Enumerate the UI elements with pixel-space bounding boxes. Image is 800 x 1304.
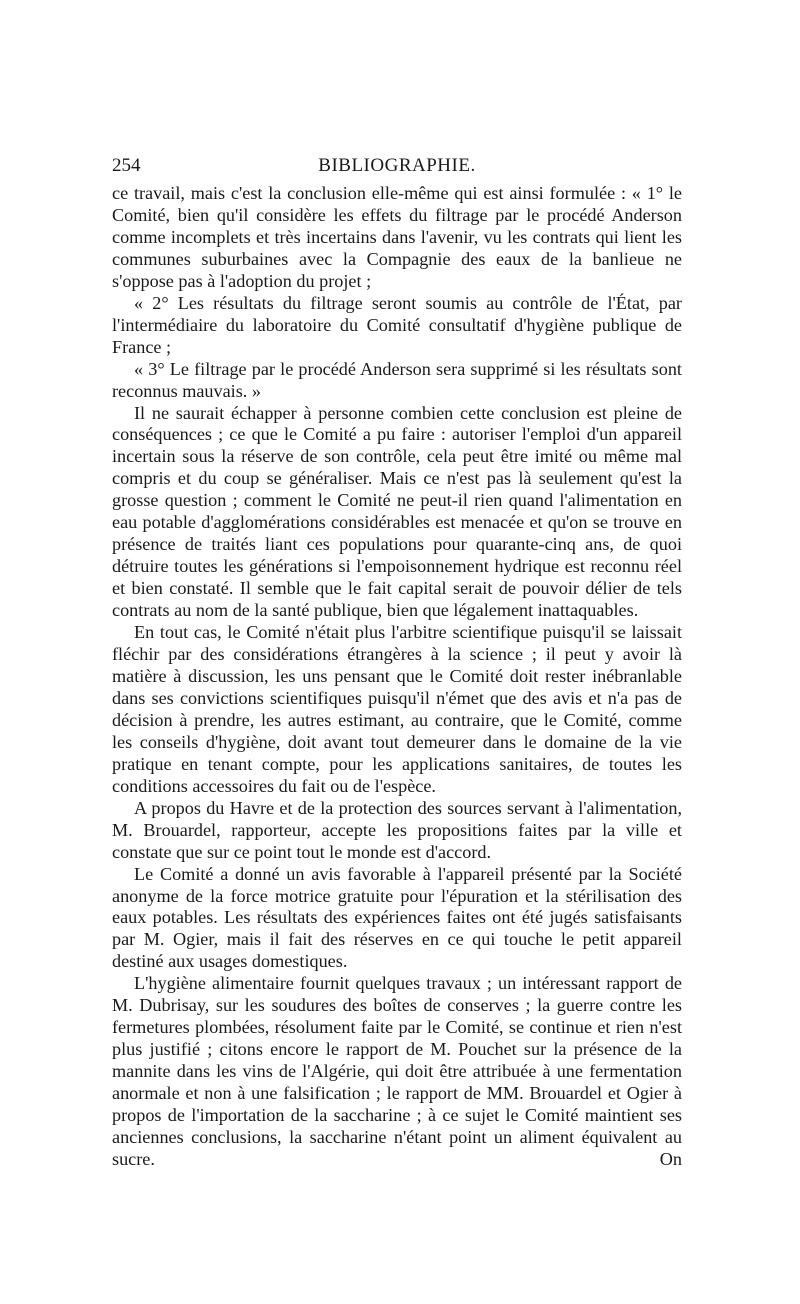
paragraph-havre: A propos du Havre et de la protection des sources servant à l'alimentation, M. Brouardel, rapporteur, accepte les propositions faites par la ville et constate que sur ce point tout le monde est d'accord. bbox=[112, 797, 682, 862]
page-header bbox=[112, 153, 682, 179]
page-number: 254 bbox=[112, 155, 141, 176]
body-text bbox=[112, 183, 682, 1171]
paragraph-comite-arbitre: En tout cas, le Comité n'était plus l'arbitre scientifique puisqu'il se laissait fléchir par des considérations étrangères à la science ; il peut y avoir là matière à discussion, les uns pensant que le Comité doit rester inébranlable dans ses convictions scientifiques puisqu'il n'émet que des avis et n'a pas de décision à prendre, les autres estimant, au contraire, que le Comité, comme les conseils d'hygiène, doit avant tout demeurer dans le domaine de la vie pratique en tenant compte, pour les applications sanitaires, de toutes les conditions accessoires du fait ou de l'espèce. bbox=[112, 622, 682, 796]
paragraph-hygiene-alimentaire: L'hygiène alimentaire fournit quelques travaux ; un intéressant rapport de M. Dubrisay, sur les soudures des boîtes de conserves ; la guerre contre les fermetures plombées, résolument faite par le Comité, se continue et rien n'est plus justifié ; citons encore le rapport de M. Pouchet sur la présence de la mannite dans les vins de l'Algérie, qui doit être attribuée à une fermentation anormale et non à une falsification ; le rapport de MM. Brouardel et Ogier à propos de l'importation de la saccharine ; à ce sujet le Comité maintient ses anciennes conclusions, la saccharine n'étant point un aliment équivalent au sucre. On bbox=[112, 973, 682, 1169]
paragraph-continuation: ce travail, mais c'est la conclusion elle-même qui est ainsi formulée : « 1° le Comité, bien qu'il considère les effets du filtrage par le procédé Anderson comme incomplets et très incertains dans l'avenir, vu les contrats qui lient les communes suburbaines avec la Compagnie des eaux de la banlieue ne s'oppose pas à l'adoption du projet ; bbox=[112, 183, 682, 291]
paragraph-appareil: Le Comité a donné un avis favorable à l'appareil présenté par la Société anonyme de la force motrice gratuite pour l'épuration et la stérilisation des eaux potables. Les résultats des expériences faites ont été jugés satisfaisants par M. Ogier, mais il fait des réserves en ce qui touche le petit appareil destiné aux usages domestiques. bbox=[112, 863, 682, 972]
paragraph-quote-point-3: « 3° Le filtrage par le procédé Anderson sera supprimé si les résultats sont reconnus mauvais. » bbox=[112, 358, 682, 401]
paragraph-quote-point-2: « 2° Les résultats du filtrage seront soumis au contrôle de l'État, par l'intermédiaire du laboratoire du Comité consultatif d'hygiène publique de France ; bbox=[112, 292, 682, 357]
running-head: BIBLIOGRAPHIE. bbox=[318, 155, 476, 176]
paragraph-consequences: Il ne saurait échapper à personne combien cette conclusion est pleine de conséquences ; ce que le Comité a pu faire : autoriser l'emploi d'un appareil incertain sous la réserve de son contrôle, cela peut être imité ou même mal compris et du coup se généraliser. Mais ce n'est pas là seulement qu'est la grosse question ; comment le Comité ne peut-il rien quand l'alimentation en eau potable d'agglomérations considérables est menacée et qu'on se trouve en présence de traités liant ces populations pour quarante-cinq ans, de quoi détruire toutes les générations si l'empoisonnement hydrique est reconnu réel et bien constaté. Il semble que le fait capital serait de pouvoir délier de tels contrats au nom de la santé publique, bien que légalement inattaquables. bbox=[112, 402, 682, 621]
